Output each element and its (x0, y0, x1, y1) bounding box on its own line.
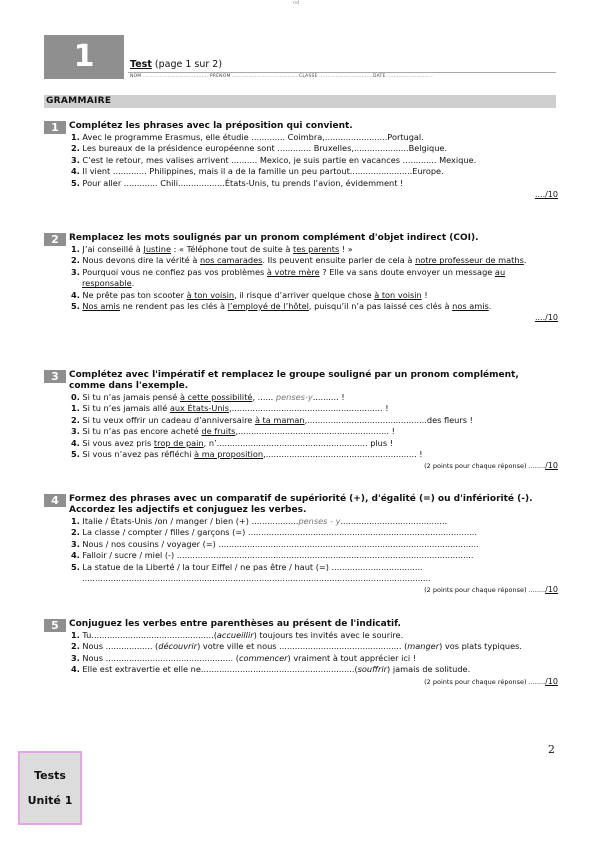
list-item: 4. Elle est extravertie et elle ne...........................................................(souffrir) jamais de solitude. (71, 664, 471, 675)
exercise-1 (44, 121, 558, 199)
exercise-4-header (44, 494, 558, 516)
side-tab-line1: Tests (34, 769, 66, 782)
list-item: 3. Si tu n’as pas encore acheté de fruits,.......................................................... ! (71, 426, 395, 437)
exercise-5-number: 5 (44, 619, 66, 632)
list-item: 0. Si tu n’as jamais pensé à cette possibilité, ...... penses-y.......... ! (71, 392, 345, 402)
exercise-1-number: 1 (44, 121, 66, 134)
exercise-1-items (44, 132, 558, 189)
unit-side-tab (18, 751, 82, 825)
exercise-5-items (44, 630, 558, 676)
exercise-5-score: (2 points pour chaque réponse) ......../10 (424, 676, 558, 686)
test-title (130, 59, 222, 70)
list-item: 2. Nous .................. (découvrir) votre ville et nous ............................................... (manger) vos plats typiques. (71, 641, 523, 652)
unit-number-box: 1 (44, 35, 124, 79)
list-item: 3. Pourquoi vous ne confiez pas vos problèmes à votre mère ? Elle va sans doute envoyer un message au responsable. (71, 266, 506, 289)
exercise-5-header (44, 619, 558, 630)
list-item: 4. Ne prête pas ton scooter à ton voisin, il risque d’arriver quelque chose à ton voisin ! (71, 289, 428, 300)
exercise-4-items (44, 516, 558, 584)
list-item: 5. Si vous n’avez pas réfléchi à ma proposition,.......................................................... ! (71, 449, 423, 460)
exercise-3 (44, 370, 558, 470)
list-item: 3. Nous ................................................. (commencer) vraiment à tout apprécier ici ! (71, 652, 417, 663)
list-item: 4. Si vous avez pris trop de pain, n’.......................................................... plus ! (71, 437, 394, 448)
exercise-3-header (44, 370, 558, 392)
exercise-2-items (44, 244, 558, 312)
list-item: 1. Tu...............................................(accueillir) toujours tes invités avec le sourire. (71, 630, 404, 640)
exercise-2 (44, 233, 558, 322)
list-item: 2. Si tu veux offrir un cadeau d’anniversaire à ta maman,..............................................des fleurs ! (71, 414, 473, 425)
exercise-2-number: 2 (44, 233, 66, 246)
list-item: 4. Falloir / sucre / miel (-) .................................................................................................................. (71, 550, 474, 561)
list-item: 2. La classe / compter / filles / garçons (=) ........................................................................................ (71, 527, 478, 538)
student-fields: NOM ........................................ PRÉNOM ........................................ CLASSE ................................ DATE ............................ (130, 74, 433, 79)
header-divider (128, 72, 556, 73)
page-number: 2 (548, 743, 555, 756)
list-item: 3. Nous / nos cousins / voyager (=) .................................................................................................... (71, 538, 479, 549)
exercise-5-title: Conjuguez les verbes entre parenthèses au présent de l'indicatif. (69, 619, 401, 629)
exercise-3-title: Complétez avec l'impératif et remplacez le groupe souligné par un pronom complément, comme dans l'exemple. (69, 370, 519, 391)
exercise-1-title: Complétez les phrases avec la préposition qui convient. (69, 121, 353, 131)
exercise-4-score: (2 points pour chaque réponse) ......../10 (424, 585, 558, 595)
side-tab-line2: Unité 1 (27, 794, 73, 807)
section-title: GRAMMAIRE (44, 95, 556, 108)
exercise-1-header (44, 121, 558, 132)
test-label: Test (130, 59, 152, 70)
list-item: 3. C’est le retour, mes valises arrivent .......... Mexico, je suis partie en vacances ............. Mexique. (71, 154, 477, 165)
list-item: 1. J’ai conseillé à Justine : « Téléphone tout de suite à tes parents ! » (71, 244, 353, 254)
list-item: 5. Nos amis ne rendent pas les clés à l’employé de l’hôtel, puisqu’il n’a pas laissé ces clés à nos amis. (71, 301, 492, 312)
exercise-4-title: Formez des phrases avec un comparatif de supériorité (+), d'égalité (=) ou d'infériorité (-). Accordez les adjectifs et conjuguez les verbes. (69, 494, 533, 515)
exercise-5 (44, 619, 558, 686)
exercise-2-score: ..../10 (534, 313, 558, 323)
exercise-3-score: (2 points pour chaque réponse) ......../10 (424, 461, 558, 471)
exercise-2-header (44, 233, 558, 244)
list-item: 1. Avec le programme Erasmus, elle étudie ............. Coimbra,........................Portugal. (71, 132, 424, 142)
list-item: 2. Nous devons dire la vérité à nos camarades. Ils peuvent ensuite parler de cela à notre professeur de maths. (71, 255, 527, 266)
exercise-2-title: Remplacez les mots soulignés par un pronom complément d'objet indirect (COI). (69, 233, 479, 243)
list-item: 1. Italie / États-Unis /on / manger / bien (+) ..................penses - y......................................... (71, 516, 448, 526)
exercise-4-number: 4 (44, 494, 66, 507)
top-mark: nd (293, 0, 300, 6)
list-item: 1. Si tu n’es jamais allé aux États-Unis,.......................................................... ! (71, 403, 389, 414)
exercise-1-score: ..../10 (534, 190, 558, 200)
list-item: 4. Il vient ............. Philippines, mais il a de la famille un peu partout........................Europe. (71, 166, 444, 177)
exercise-4 (44, 494, 558, 594)
list-item: 5. Pour aller ............. Chili..................États-Unis, tu prends l’avion, évidemment ! (71, 177, 404, 188)
exercise-3-items (44, 392, 558, 460)
page-info: (page 1 sur 2) (154, 59, 223, 70)
list-item: 5. La statue de la Liberté / la tour Eiffel / ne pas être / haut (=) ................................... ...................................................................................................................................... (71, 561, 431, 584)
exercise-3-number: 3 (44, 370, 66, 383)
list-item: 2. Les bureaux de la présidence européenne sont ............. Bruxelles,.....................Belgique. (71, 143, 448, 154)
